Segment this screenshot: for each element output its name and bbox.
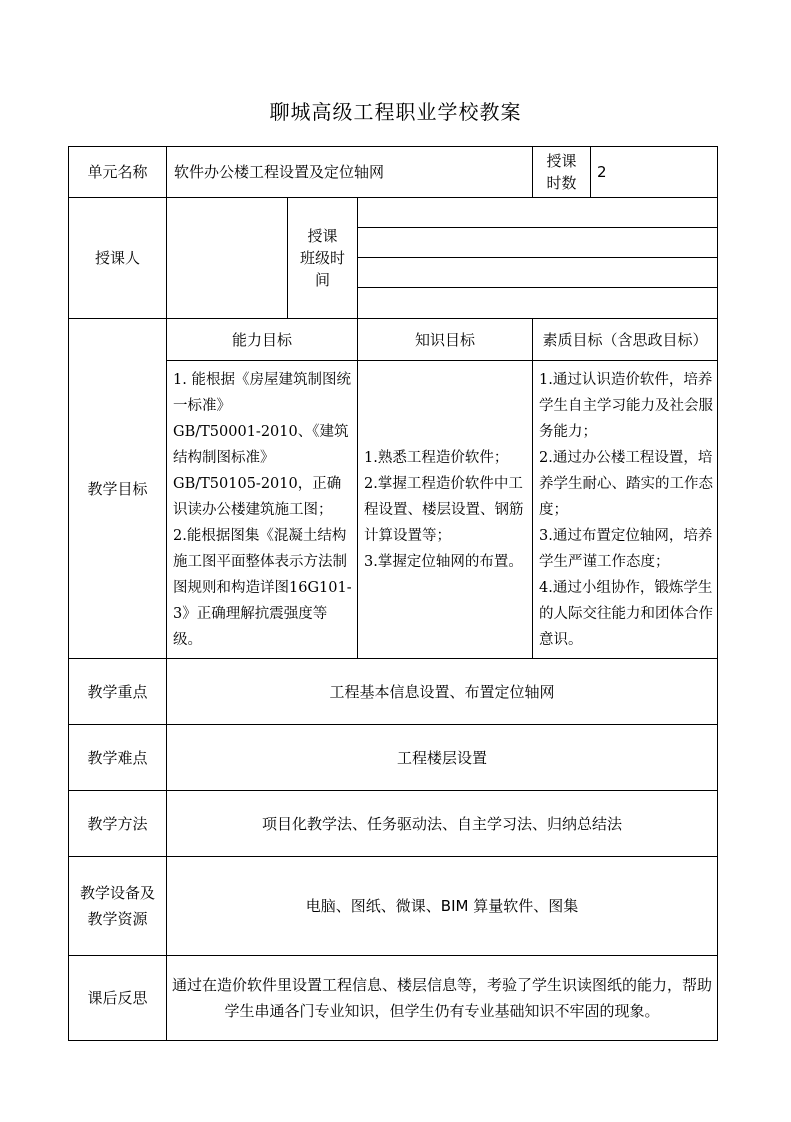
reflection-value: 通过在造价软件里设置工程信息、楼层信息等，考验了学生识读图纸的能力，帮助学生串通各门专业知识，但学生仍有专业基础知识不牢固的现象。 [171, 976, 712, 1020]
quality-header: 素质目标（含思政目标） [542, 330, 708, 349]
methods-value: 项目化教学法、任务驱动法、自主学习法、归纳总结法 [261, 814, 622, 833]
unit-name-label: 单元名称 [87, 163, 148, 181]
teacher-value [167, 198, 287, 318]
unit-name-value: 软件办公楼工程设置及定位轴网 [174, 163, 385, 181]
knowledge-header: 知识目标 [414, 330, 475, 349]
reflection-label: 课后反思 [87, 989, 148, 1007]
ability-header: 能力目标 [231, 330, 292, 349]
hours-value: 2 [597, 163, 607, 181]
knowledge-objectives: 1.熟悉工程造价软件； 2.掌握工程造价软件中工程设置、楼层设置、钢筋计算设置等； 3.掌握定位轴网的布置。 [364, 449, 524, 570]
objectives-label: 教学目标 [87, 479, 148, 498]
ability-objectives: 1. 能根据《房屋建筑制图统一标准》 GB/T50001-2010、《建筑结构制图标准》 GB/T50105-2010，正确识读办公楼建筑施工图； 2.能根据图集《混凝土结构施工图平面整体表示方法制图规则和构造详图16G101-3》正确理解抗震强度等级。 [173, 371, 352, 648]
methods-label: 教学方法 [87, 814, 148, 833]
key-points-value: 工程基本信息设置、布置定位轴网 [329, 682, 555, 701]
class-schedule-label: 授课 班级时 间 [299, 227, 345, 289]
difficulties-value: 工程楼层设置 [396, 748, 487, 767]
resources-value: 电脑、图纸、微课、BIM 算量软件、图集 [305, 897, 579, 915]
key-points-label: 教学重点 [87, 682, 148, 701]
resources-label: 教学设备及 教学资源 [79, 884, 155, 928]
teacher-label: 授课人 [94, 249, 140, 267]
difficulties-label: 教学难点 [87, 748, 148, 767]
hours-label: 授课 时数 [546, 152, 577, 192]
document-title: 聊城高级工程职业学校教案 [269, 100, 522, 124]
quality-objectives: 1.通过认识造价软件，培养学生自主学习能力及社会服务能力； 2.通过办公楼工程设置，培养学生耐心、踏实的工作态度； 3.通过布置定位轴网，培养学生严谨工作态度； 4.通过小组协作，锻炼学生的人际交往能力和团体合作意识。 [539, 371, 713, 648]
